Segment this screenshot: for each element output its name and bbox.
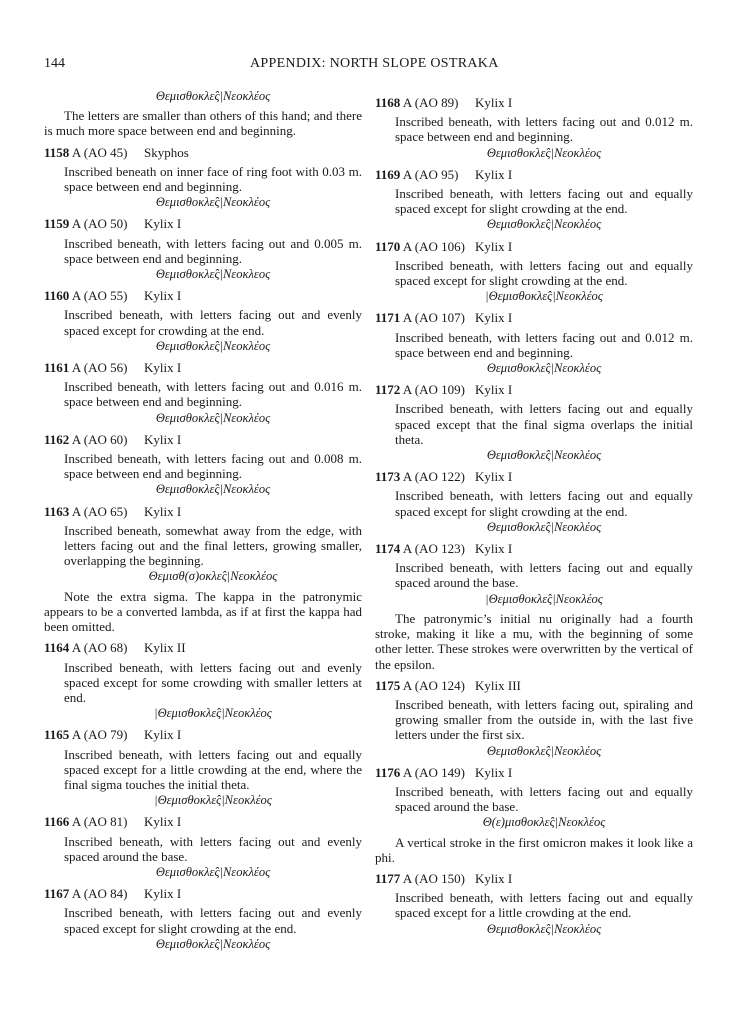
entry-number — [375, 310, 475, 325]
entry-catalog-number: 1173 — [375, 469, 401, 485]
entry-vessel-type: Kylix I — [475, 764, 513, 780]
entry-description: Inscribed beneath, with letters facing out and equally spaced except for slight crowding at the end. — [395, 488, 693, 519]
entry-heading — [44, 216, 362, 231]
entry-number — [375, 541, 475, 556]
entry-number — [44, 360, 144, 375]
entry-vessel-type: Kylix I — [144, 727, 182, 743]
entry-heading — [44, 886, 362, 901]
entry-vessel-type: Kylix I — [475, 469, 513, 485]
entry-number — [44, 814, 144, 829]
entry-heading — [375, 95, 693, 110]
entry-vessel-type: Kylix I — [475, 95, 513, 110]
catalog-entry — [375, 167, 693, 233]
catalog-entry — [375, 541, 693, 672]
entry-reference: A (AO 84) — [71, 886, 128, 902]
entry-inscription: Θεμισθοκλε̂ς|Νεοκλέος — [486, 519, 602, 534]
entry-description: Inscribed beneath, somewhat away from the edge, with letters facing out and the final letters, growing smaller, overlapping the beginning. — [64, 522, 362, 569]
catalog-entry — [44, 640, 362, 721]
entry-vessel-type: Kylix I — [144, 431, 182, 447]
entry-vessel-type: Kylix I — [144, 216, 182, 232]
entry-vessel-type: Kylix I — [475, 541, 513, 557]
catalog-entry — [44, 727, 362, 808]
catalog-entry — [44, 145, 362, 211]
entry-inscription: Θεμισθοκλε̂ς|Νεοκλέος — [486, 145, 602, 160]
left-column — [44, 89, 362, 952]
entry-reference: A (AO 122) — [402, 469, 465, 485]
entry-number — [375, 239, 475, 254]
catalog-entry — [375, 765, 693, 865]
catalog-entry — [375, 310, 693, 376]
entry-inscription: |Θεμισθοκλε̂ς|Νεοκλέος — [485, 289, 603, 304]
entry-reference: A (AO 149) — [402, 764, 465, 780]
entry-description: Inscribed beneath, with letters facing out and 0.012 m. space between end and beginning. — [395, 114, 693, 145]
entry-note: A vertical stroke in the first omicron makes it look like a phi. — [375, 834, 693, 865]
entry-heading — [44, 727, 362, 742]
entry-catalog-number: 1159 — [44, 216, 70, 232]
entry-catalog-number: 1176 — [375, 764, 401, 780]
entry-inscription: Θεμισθοκλε̂ς|Νεοκλέος — [486, 361, 602, 376]
entry-reference: A (AO 45) — [71, 144, 128, 160]
entry-vessel-type: Skyphos — [144, 144, 189, 160]
entry-number — [44, 886, 144, 901]
entry-inscription: Θεμισθοκλε̂ς|Νεοκλέος — [155, 864, 271, 879]
entry-inscription: |Θεμισθοκλε̂ς|Νεοκλέος — [485, 591, 603, 606]
entry-description: Inscribed beneath, with letters facing out and equally spaced around the base. — [395, 560, 693, 591]
entry-reference: A (AO 123) — [402, 541, 465, 557]
entry-vessel-type: Kylix I — [144, 814, 182, 830]
catalog-entry — [375, 871, 693, 937]
entry-description: Inscribed beneath, with letters facing out and 0.016 m. space between end and beginning. — [64, 379, 362, 410]
entry-vessel-type: Kylix I — [475, 310, 513, 326]
entry-reference: A (AO 107) — [402, 310, 465, 326]
catalog-entry — [44, 886, 362, 952]
catalog-entry — [44, 288, 362, 354]
entry-reference: A (AO 65) — [71, 503, 128, 519]
entry-inscription: Θεμισθοκλε̂ς|Νεοκλέος — [155, 195, 271, 210]
entry-catalog-number: 1171 — [375, 310, 401, 326]
entry-catalog-number: 1166 — [44, 814, 70, 830]
entry-inscription: Θεμισθοκλε̂ς|Νεοκλέος — [486, 217, 602, 232]
entry-catalog-number: 1168 — [375, 95, 401, 110]
entry-heading — [375, 678, 693, 693]
entry-description: Inscribed beneath, with letters facing out, spiraling and growing smaller from the outside in, with the last five letters under the first six. — [395, 696, 693, 743]
catalog-entry — [44, 216, 362, 282]
entry-catalog-number: 1177 — [375, 870, 401, 886]
entry-reference: A (AO 95) — [402, 166, 459, 182]
entry-inscription: Θεμισθοκλε̂ς|Νεοκλέος — [486, 743, 602, 758]
entry-reference: A (AO 89) — [402, 95, 459, 110]
entry-inscription: Θ(ε)μισθοκλε̂ς|Νεοκλέος — [482, 815, 606, 830]
entry-number — [44, 640, 144, 655]
catalog-entry — [44, 432, 362, 498]
entry-heading — [44, 145, 362, 160]
entry-description: Inscribed beneath, with letters facing out and equally spaced except that the final sigma overlaps the initial theta. — [395, 401, 693, 447]
entry-heading — [44, 814, 362, 829]
entry-heading — [375, 167, 693, 182]
entry-reference: A (AO 68) — [71, 640, 128, 656]
entry-number — [44, 145, 144, 160]
entry-number — [44, 288, 144, 303]
entry-catalog-number: 1174 — [375, 541, 401, 557]
entry-catalog-number: 1158 — [44, 144, 70, 160]
entry-inscription: Θεμισθοκλε̂ς|Νεοκλέος — [486, 448, 602, 463]
entry-vessel-type: Kylix I — [144, 886, 182, 902]
right-column — [375, 89, 693, 937]
entry-catalog-number: 1172 — [375, 382, 401, 398]
top-inscription: Θεμισθοκλε̂ς|Νεοκλέος — [155, 89, 271, 103]
entry-inscription: |Θεμισθοκλε̂ς|Νεοκλέος — [154, 706, 272, 721]
entry-inscription: |Θεμισθοκλε̂ς|Νεοκλέος — [154, 793, 272, 808]
entry-description: Inscribed beneath, with letters facing out and 0.005 m. space between end and beginning. — [64, 235, 362, 266]
left-entries — [44, 145, 362, 952]
entry-inscription: Θεμισθοκλε̂ς|Νεοκλέος — [155, 338, 271, 353]
entry-vessel-type: Kylix I — [475, 870, 513, 886]
entry-description: Inscribed beneath, with letters facing out and 0.012 m. space between end and beginning. — [395, 329, 693, 360]
entry-description: Inscribed beneath, with letters facing out and equally spaced except for a little crowding at the end. — [395, 890, 693, 921]
entry-number — [44, 727, 144, 742]
entry-heading — [375, 310, 693, 325]
entry-number — [375, 382, 475, 397]
running-header: APPENDIX: NORTH SLOPE OSTRAKA — [250, 56, 499, 71]
entry-heading — [44, 360, 362, 375]
entry-catalog-number: 1165 — [44, 727, 70, 743]
entry-heading — [44, 640, 362, 655]
entry-vessel-type: Kylix III — [475, 677, 521, 693]
catalog-entry — [44, 360, 362, 426]
entry-reference: A (AO 109) — [402, 382, 465, 398]
entry-number — [375, 678, 475, 693]
entry-description: Inscribed beneath, with letters facing out and equally spaced except for a little crowding at the end, where the final sigma touches the initial theta. — [64, 746, 362, 792]
entry-catalog-number: 1162 — [44, 431, 70, 447]
right-entries — [375, 95, 693, 937]
entry-number — [375, 765, 475, 780]
entry-catalog-number: 1175 — [375, 677, 401, 693]
entry-heading — [44, 288, 362, 303]
entry-catalog-number: 1160 — [44, 288, 70, 304]
entry-reference: A (AO 124) — [402, 677, 465, 693]
entry-vessel-type: Kylix II — [144, 640, 186, 656]
entry-description: Inscribed beneath, with letters facing out and equally spaced around the base. — [395, 783, 693, 815]
entry-description: Inscribed beneath, with letters facing out and evenly spaced except for crowding at the end. — [64, 307, 362, 338]
page-number: 144 — [44, 56, 65, 71]
entry-description: Inscribed beneath, with letters facing out and equally spaced except for slight crowding at the end. — [395, 186, 693, 217]
entry-description: Inscribed beneath, with letters facing out and 0.008 m. space between end and beginning. — [64, 451, 362, 482]
entry-catalog-number: 1161 — [44, 360, 70, 376]
entry-catalog-number: 1163 — [44, 503, 70, 519]
entry-number — [375, 871, 475, 886]
entry-inscription: Θεμισθοκλε̂ς|Νεοκλέος — [155, 482, 271, 497]
entry-reference: A (AO 79) — [71, 727, 128, 743]
entry-heading — [44, 504, 362, 519]
entry-vessel-type: Kylix I — [475, 166, 513, 182]
entry-note: Note the extra sigma. The kappa in the patronymic appears to be a converted lambda, as if at first the kappa had been omitted. — [44, 588, 362, 635]
catalog-entry — [375, 678, 693, 759]
catalog-entry — [44, 814, 362, 880]
entry-number — [44, 504, 144, 519]
entry-description: Inscribed beneath, with letters facing out and evenly spaced except for some crowding with smaller letters at end. — [64, 659, 362, 705]
catalog-entry — [44, 504, 362, 635]
entry-inscription: Θεμισθοκλε̂ς|Νεοκλέος — [486, 921, 602, 936]
entry-reference: A (AO 56) — [71, 360, 128, 376]
entry-reference: A (AO 50) — [71, 216, 128, 232]
catalog-entry — [375, 469, 693, 535]
entry-catalog-number: 1169 — [375, 166, 401, 182]
entry-heading — [375, 765, 693, 780]
entry-inscription: Θεμισθ(σ)οκλε̂ς|Νεοκλέος — [148, 569, 278, 584]
entry-reference: A (AO 106) — [402, 238, 465, 254]
entry-number — [44, 432, 144, 447]
catalog-entry — [375, 239, 693, 305]
entry-heading — [375, 541, 693, 556]
entry-reference: A (AO 60) — [71, 431, 128, 447]
catalog-entry — [375, 95, 693, 161]
entry-description: Inscribed beneath, with letters facing out and equally spaced except for slight crowding at the end. — [395, 257, 693, 289]
entry-reference: A (AO 81) — [71, 814, 128, 830]
catalog-entry — [375, 382, 693, 463]
entry-heading — [375, 871, 693, 886]
entry-vessel-type: Kylix I — [144, 360, 182, 376]
top-note: The letters are smaller than others of this hand; and there is much more space between end and beginning. — [44, 108, 362, 139]
entry-number — [375, 167, 475, 182]
entry-number — [375, 95, 475, 110]
entry-description: Inscribed beneath, with letters facing out and evenly spaced around the base. — [64, 833, 362, 864]
entry-vessel-type: Kylix I — [144, 503, 182, 519]
entry-inscription: Θεμισθοκλε̂ς|Νεοκλεος — [155, 267, 271, 282]
entry-catalog-number: 1164 — [44, 640, 70, 656]
entry-reference: A (AO 55) — [71, 288, 128, 304]
entry-reference: A (AO 150) — [402, 870, 465, 886]
entry-vessel-type: Kylix I — [144, 288, 182, 304]
entry-note: The patronymic’s initial nu originally had a fourth stroke, making it like a mu, with the beginning of some other letter. These strokes were overwritten by the vertical of the epsilon. — [375, 610, 693, 672]
entry-catalog-number: 1167 — [44, 886, 70, 902]
entry-inscription: Θεμισθοκλε̂ς|Νεοκλέος — [155, 410, 271, 425]
entry-number — [375, 469, 475, 484]
entry-heading — [375, 382, 693, 397]
entry-heading — [375, 469, 693, 484]
entry-heading — [375, 239, 693, 254]
entry-inscription: Θεμισθοκλε̂ς|Νεοκλέος — [155, 936, 271, 951]
entry-heading — [44, 432, 362, 447]
entry-description: Inscribed beneath, with letters facing out and evenly spaced except for slight crowding at the end. — [64, 905, 362, 936]
entry-vessel-type: Kylix I — [475, 238, 513, 254]
entry-description: Inscribed beneath on inner face of ring foot with 0.03 m. space between end and beginning. — [64, 163, 362, 195]
entry-vessel-type: Kylix I — [475, 382, 513, 398]
entry-catalog-number: 1170 — [375, 238, 401, 254]
entry-number — [44, 216, 144, 231]
